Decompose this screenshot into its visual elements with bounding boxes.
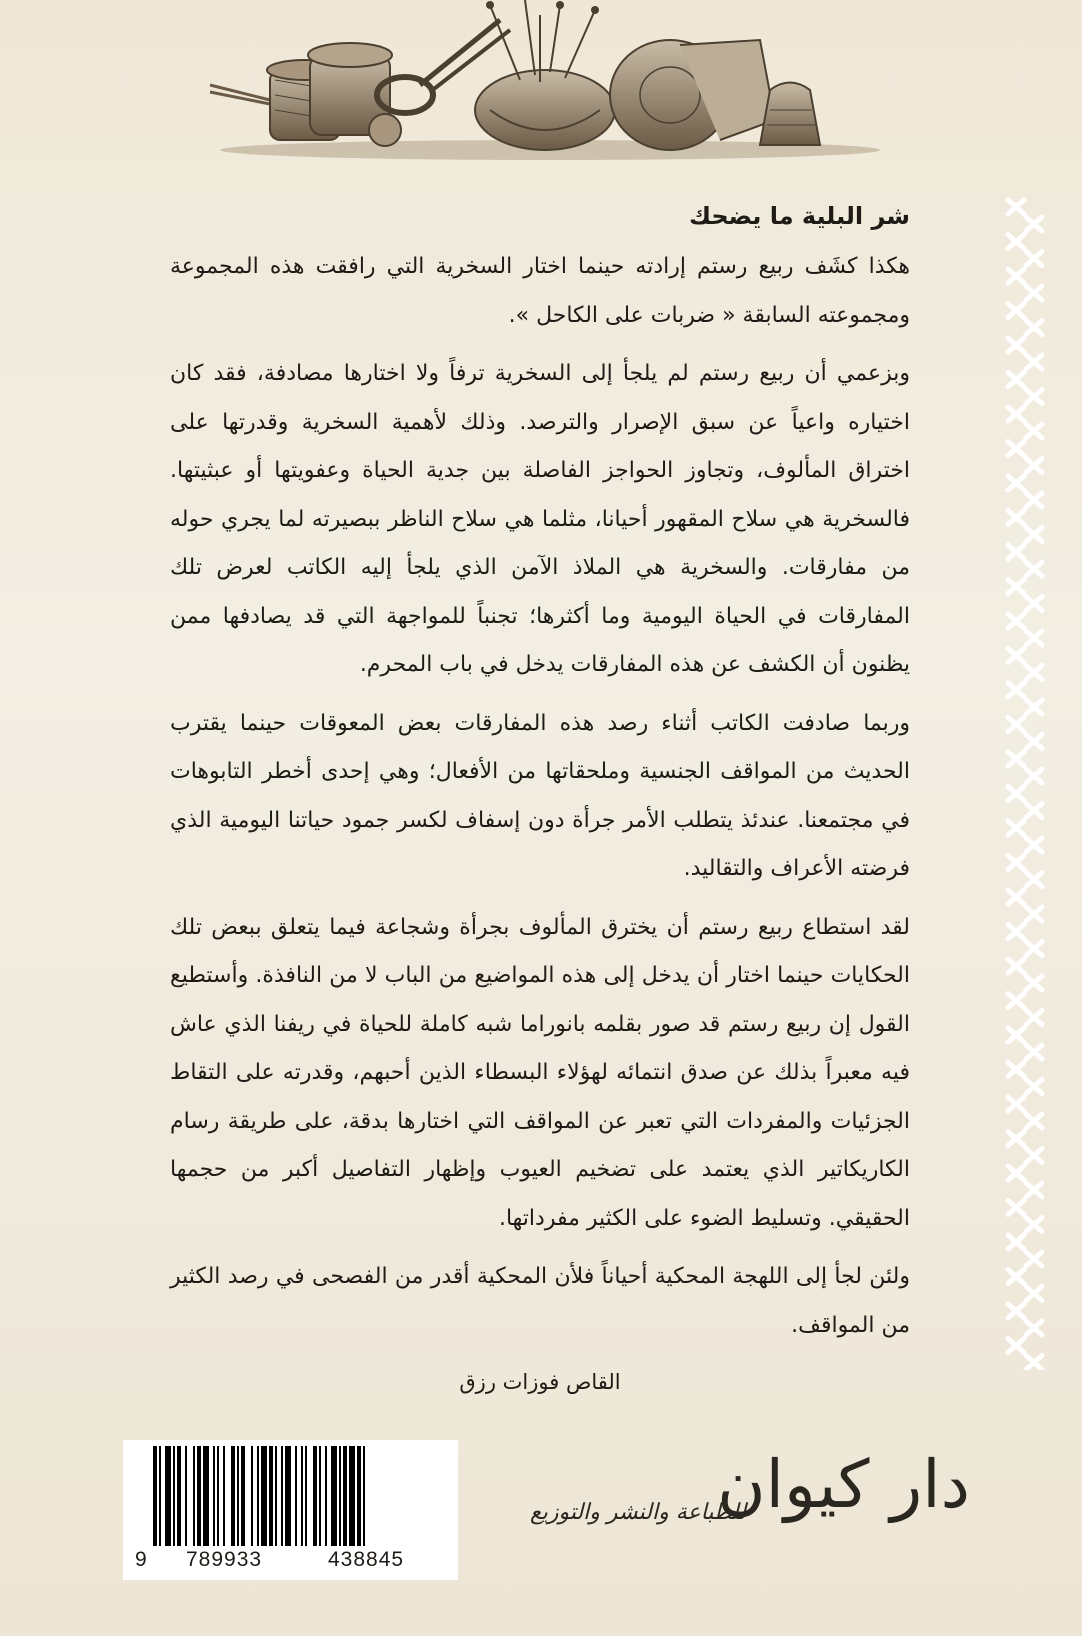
barcode-bar xyxy=(241,1446,245,1546)
thimble-icon xyxy=(760,83,820,146)
isbn-barcode xyxy=(123,1440,458,1580)
signature-text: القاص فوزات رزق xyxy=(459,1370,621,1394)
barcode-bar xyxy=(269,1446,273,1546)
barcode-bar xyxy=(165,1446,171,1546)
barcode-bar xyxy=(213,1446,215,1546)
blurb-heading: شر البلية ما يضحك xyxy=(689,202,910,230)
barcode-bar xyxy=(281,1446,283,1546)
publisher-name: دار كيوان xyxy=(717,1446,970,1523)
blurb-paragraph: وربما صادفت الكاتب أثناء رصد هذه المفارقات بعض المعوقات حينما يقترب الحديث من المواقف الجنسية وملحقاتها من الأفعال؛ وهي إحدى أخطر التابوهات في مجتمعنا. عندئذ يتطلب الأمر جرأة دون إسفاف لكسر جمود حياتنا اليومية الذي فرضته الأعراف والتقاليد. xyxy=(170,710,910,881)
barcode-bar xyxy=(295,1446,297,1546)
barcode-bar xyxy=(173,1446,175,1546)
publisher-logo xyxy=(530,1440,970,1560)
blurb xyxy=(170,195,910,1360)
barcode-bar xyxy=(231,1446,235,1546)
pin-cushion-icon xyxy=(475,0,615,150)
button-icon xyxy=(369,114,401,146)
publisher-tagline: للطباعة والنشر والتوزيع xyxy=(530,1500,747,1525)
sewing-tools-illustration xyxy=(200,0,900,170)
barcode-bar xyxy=(217,1446,219,1546)
barcode-bar xyxy=(237,1446,239,1546)
barcode-bars xyxy=(123,1440,458,1550)
barcode-bar xyxy=(185,1446,187,1546)
barcode-bar xyxy=(339,1446,341,1546)
blurb-paragraph: وبزعمي أن ربيع رستم لم يلجأ إلى السخرية ترفاً ولا اختارها مصادفة، فقد كان اختياره واعياً عن سبق الإصرار والترصد. وذلك لأهمية السخرية وقدرتها على اختراق المألوف، وتجاوز الحواجز الفاصلة بين جدية الحياة وعفويتها أو عبثيتها. فالسخرية هي سلاح المقهور أحيانا، مثلما هي سلاح الناظر ببصيرته لما يجري حوله من مفارقات. والسخرية هي الملاذ الآمن الذي يلجأ إليه الكاتب لعرض تلك المفارقات في الحياة اليومية وما أكثرها؛ تجنباً للمواجهة التي قد يصادفها ممن يظنون أن الكشف عن هذه المفارقات يدخل في باب المحرم. xyxy=(170,361,910,677)
blurb-paragraph: هكذا كشَف ربيع رستم إرادته حينما اختار السخرية التي رافقت هذه المجموعة ومجموعته السابقة « ضربات على الكاحل ». xyxy=(170,254,910,328)
barcode-bar xyxy=(305,1446,307,1546)
barcode-bar xyxy=(319,1446,321,1546)
barcode-bar xyxy=(193,1446,195,1546)
tape-measure-icon xyxy=(610,40,775,150)
isbn-left-group: 789933 xyxy=(186,1548,263,1571)
barcode-bar xyxy=(331,1446,337,1546)
barcode-bar xyxy=(153,1446,157,1546)
author-signature xyxy=(170,1370,910,1394)
barcode-bar xyxy=(325,1446,327,1546)
barcode-bar xyxy=(301,1446,303,1546)
barcode-bar xyxy=(177,1446,181,1546)
isbn-right-group: 438845 xyxy=(328,1548,405,1571)
blurb-paragraph: ولئن لجأ إلى اللهجة المحكية أحياناً فلأن المحكية أقدر من الفصحى في رصد الكثير من المواقف. xyxy=(170,1264,910,1338)
barcode-bar xyxy=(313,1446,317,1546)
barcode-bar xyxy=(197,1446,201,1546)
barcode-bar xyxy=(261,1446,267,1546)
barcode-bar xyxy=(285,1446,291,1546)
barcode-bar xyxy=(223,1446,225,1546)
barcode-bar xyxy=(343,1446,347,1546)
barcode-bar xyxy=(275,1446,277,1546)
isbn-first-digit: 9 xyxy=(135,1548,147,1571)
cross-stitch-border xyxy=(1000,195,1050,1370)
barcode-bar xyxy=(251,1446,253,1546)
barcode-bar xyxy=(257,1446,259,1546)
barcode-bar xyxy=(363,1446,365,1546)
barcode-bar xyxy=(159,1446,161,1546)
blurb-paragraph: لقد استطاع ربيع رستم أن يخترق المألوف بجرأة وشجاعة فيما يتعلق ببعض تلك الحكايات حينما اختار أن يدخل إلى هذه المواضيع من الباب لا من النافذة. وأستطيع القول إن ربيع رستم قد صور بقلمه بانوراما شبه كاملة للحياة في ريفنا الذي عاش فيه معبراً بذلك عن صدق انتمائه لهؤلاء البسطاء الذين أحبهم، وقدرته على التقاط الجزئيات والمفردات التي تعبر عن المواقف التي اختارها بدقة، على طريقة رسام الكاريكاتير الذي يعتمد على تضخيم العيوب وإظهار التفاصيل أكبر من حجمها الحقيقي. وتسليط الضوء على الكثير مفرداتها. xyxy=(170,914,910,1231)
barcode-bar xyxy=(357,1446,361,1546)
barcode-bar xyxy=(203,1446,209,1546)
isbn-number xyxy=(123,1548,458,1576)
barcode-bar xyxy=(349,1446,355,1546)
